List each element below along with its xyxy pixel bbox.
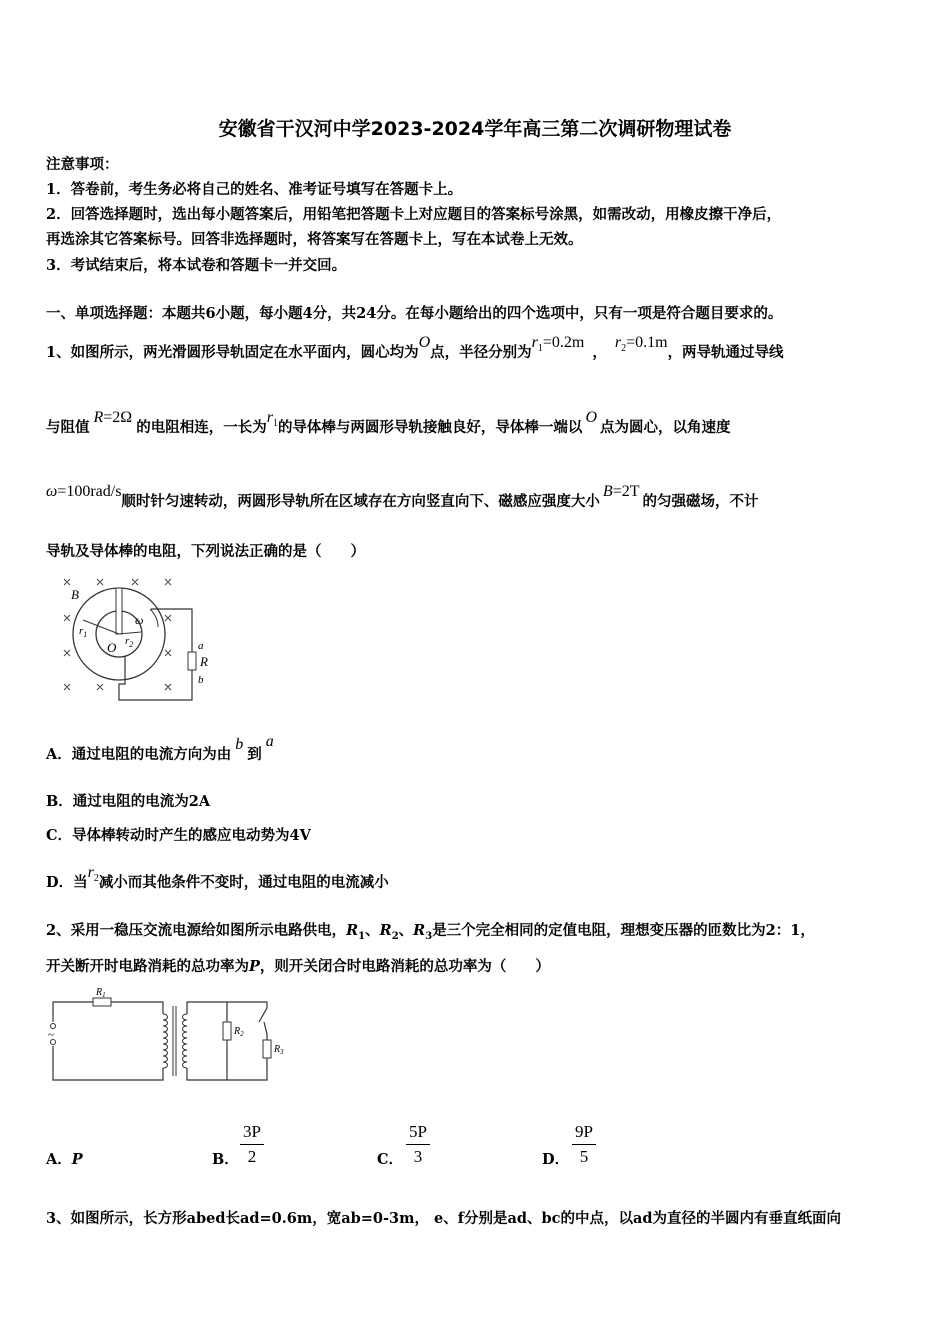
primary-circuit (53, 1002, 163, 1080)
q1-option-b: B．通过电阻的电流为2A (46, 793, 211, 810)
q2-option-d-label: D． (542, 1151, 570, 1168)
fig-label-r1: $R_1$ (96, 987, 106, 999)
resistor-r3 (263, 1040, 271, 1058)
q1-figure (55, 572, 225, 707)
resistor (188, 652, 196, 670)
fig-label-b: b (198, 674, 204, 686)
q2-line1: 2、采用一稳压交流电源给如图所示电路供电，$R_1$、$R_2$、$R_3$是三个完全相同的定值电阻，理想变压器的匝数比为2：1， (46, 922, 815, 942)
fig-label-r2: $R_2$ (234, 1026, 244, 1038)
fig-label-r2: $r_2$ (125, 635, 134, 649)
q1-line2: 与阻值R=2Ω的电阻相连，一长为$r_1$的导体棒与两圆形导轨接触良好，导体棒一端以O点为圆心，以角速度 (46, 409, 731, 436)
secondary-circuit (187, 1002, 267, 1080)
fig-label-r1: $r_1$ (79, 625, 88, 639)
switch (259, 1008, 267, 1022)
q2-option-c-fraction: $\frac{5P}{3}$ (406, 1122, 430, 1167)
resistor-r2 (223, 1022, 231, 1040)
q2-option-c-label: C． (377, 1151, 404, 1168)
q3-line1: 3、如图所示，长方形abed长ad=0.6m，宽ab=0-3m， e、f分别是ad、bc的中点，以ad为直径的半圆内有垂直纸面向 (46, 1210, 842, 1227)
note-1: 1．答卷前，考生务必将自己的姓名、准考证号填写在答题卡上。 (46, 181, 463, 198)
notes-heading: 注意事项： (46, 156, 119, 173)
fig-label-r3: $R_3$ (274, 1044, 284, 1056)
wire-top (151, 609, 192, 652)
section-heading: 一、单项选择题：本题共6小题，每小题4分，共24分。在每小题给出的四个选项中，只有一项是符合题目要求的。 (46, 305, 783, 322)
q2-option-b-fraction: $\frac{3P}{2}$ (240, 1122, 264, 1167)
q2-option-a: A．P (46, 1151, 83, 1168)
fig-label-omega: ω (135, 613, 144, 627)
q2-figure (45, 984, 295, 1084)
q1-line4: 导轨及导体棒的电阻，下列说法正确的是（ ） (46, 543, 365, 560)
q2-line2: 开关断开时电路消耗的总功率为P，则开关闭合时电路消耗的总功率为（ ） (46, 958, 550, 975)
q1-option-d: D．当$r_2$减小而其他条件不变时，通过电阻的电流减小 (46, 864, 389, 891)
conductor-rod (116, 588, 122, 634)
note-3: 3．考试结束后，将本试卷和答题卡一并交回。 (46, 257, 347, 274)
page-title: 安徽省干汉河中学2023-2024学年高三第二次调研物理试卷 (218, 118, 732, 140)
fig-label-a: a (198, 640, 204, 652)
q2-option-d-fraction: $\frac{9P}{5}$ (572, 1122, 596, 1167)
secondary-coil (183, 1014, 188, 1068)
resistor-r1 (93, 998, 111, 1006)
fig-label-R: R (200, 654, 208, 669)
q1-option-c: C．导体棒转动时产生的感应电动势为4V (46, 827, 311, 844)
ac-source-symbol: ~ (48, 1029, 54, 1041)
q2-option-b-label: B． (212, 1151, 239, 1168)
fig-label-B: B (71, 587, 79, 602)
q1-line3: ω=100rad/s顺时针匀速转动，两圆形导轨所在区域存在方向竖直向下、磁感应强度大小B=2T的匀强磁场，不计 (46, 483, 759, 510)
q1-option-a: A．通过电阻的电流方向为由b到a (46, 733, 274, 763)
fig-label-O: O (107, 640, 117, 655)
note-2a: 2．回答选择题时，选出每小题答案后，用铅笔把答题卡上对应题目的答案标号涂黑，如需改动，用橡皮擦干净后， (46, 206, 782, 223)
q1-line1: 1、如图所示，两光滑圆形导轨固定在水平面内，圆心均为O点，半径分别为$r_1=0.2m$，$r_2=0.1m$，两导轨通过导线 (46, 334, 784, 361)
primary-coil (163, 1014, 168, 1068)
note-2b: 再选涂其它答案标号。回答非选择题时，将答案写在答题卡上，写在本试卷上无效。 (46, 231, 583, 248)
